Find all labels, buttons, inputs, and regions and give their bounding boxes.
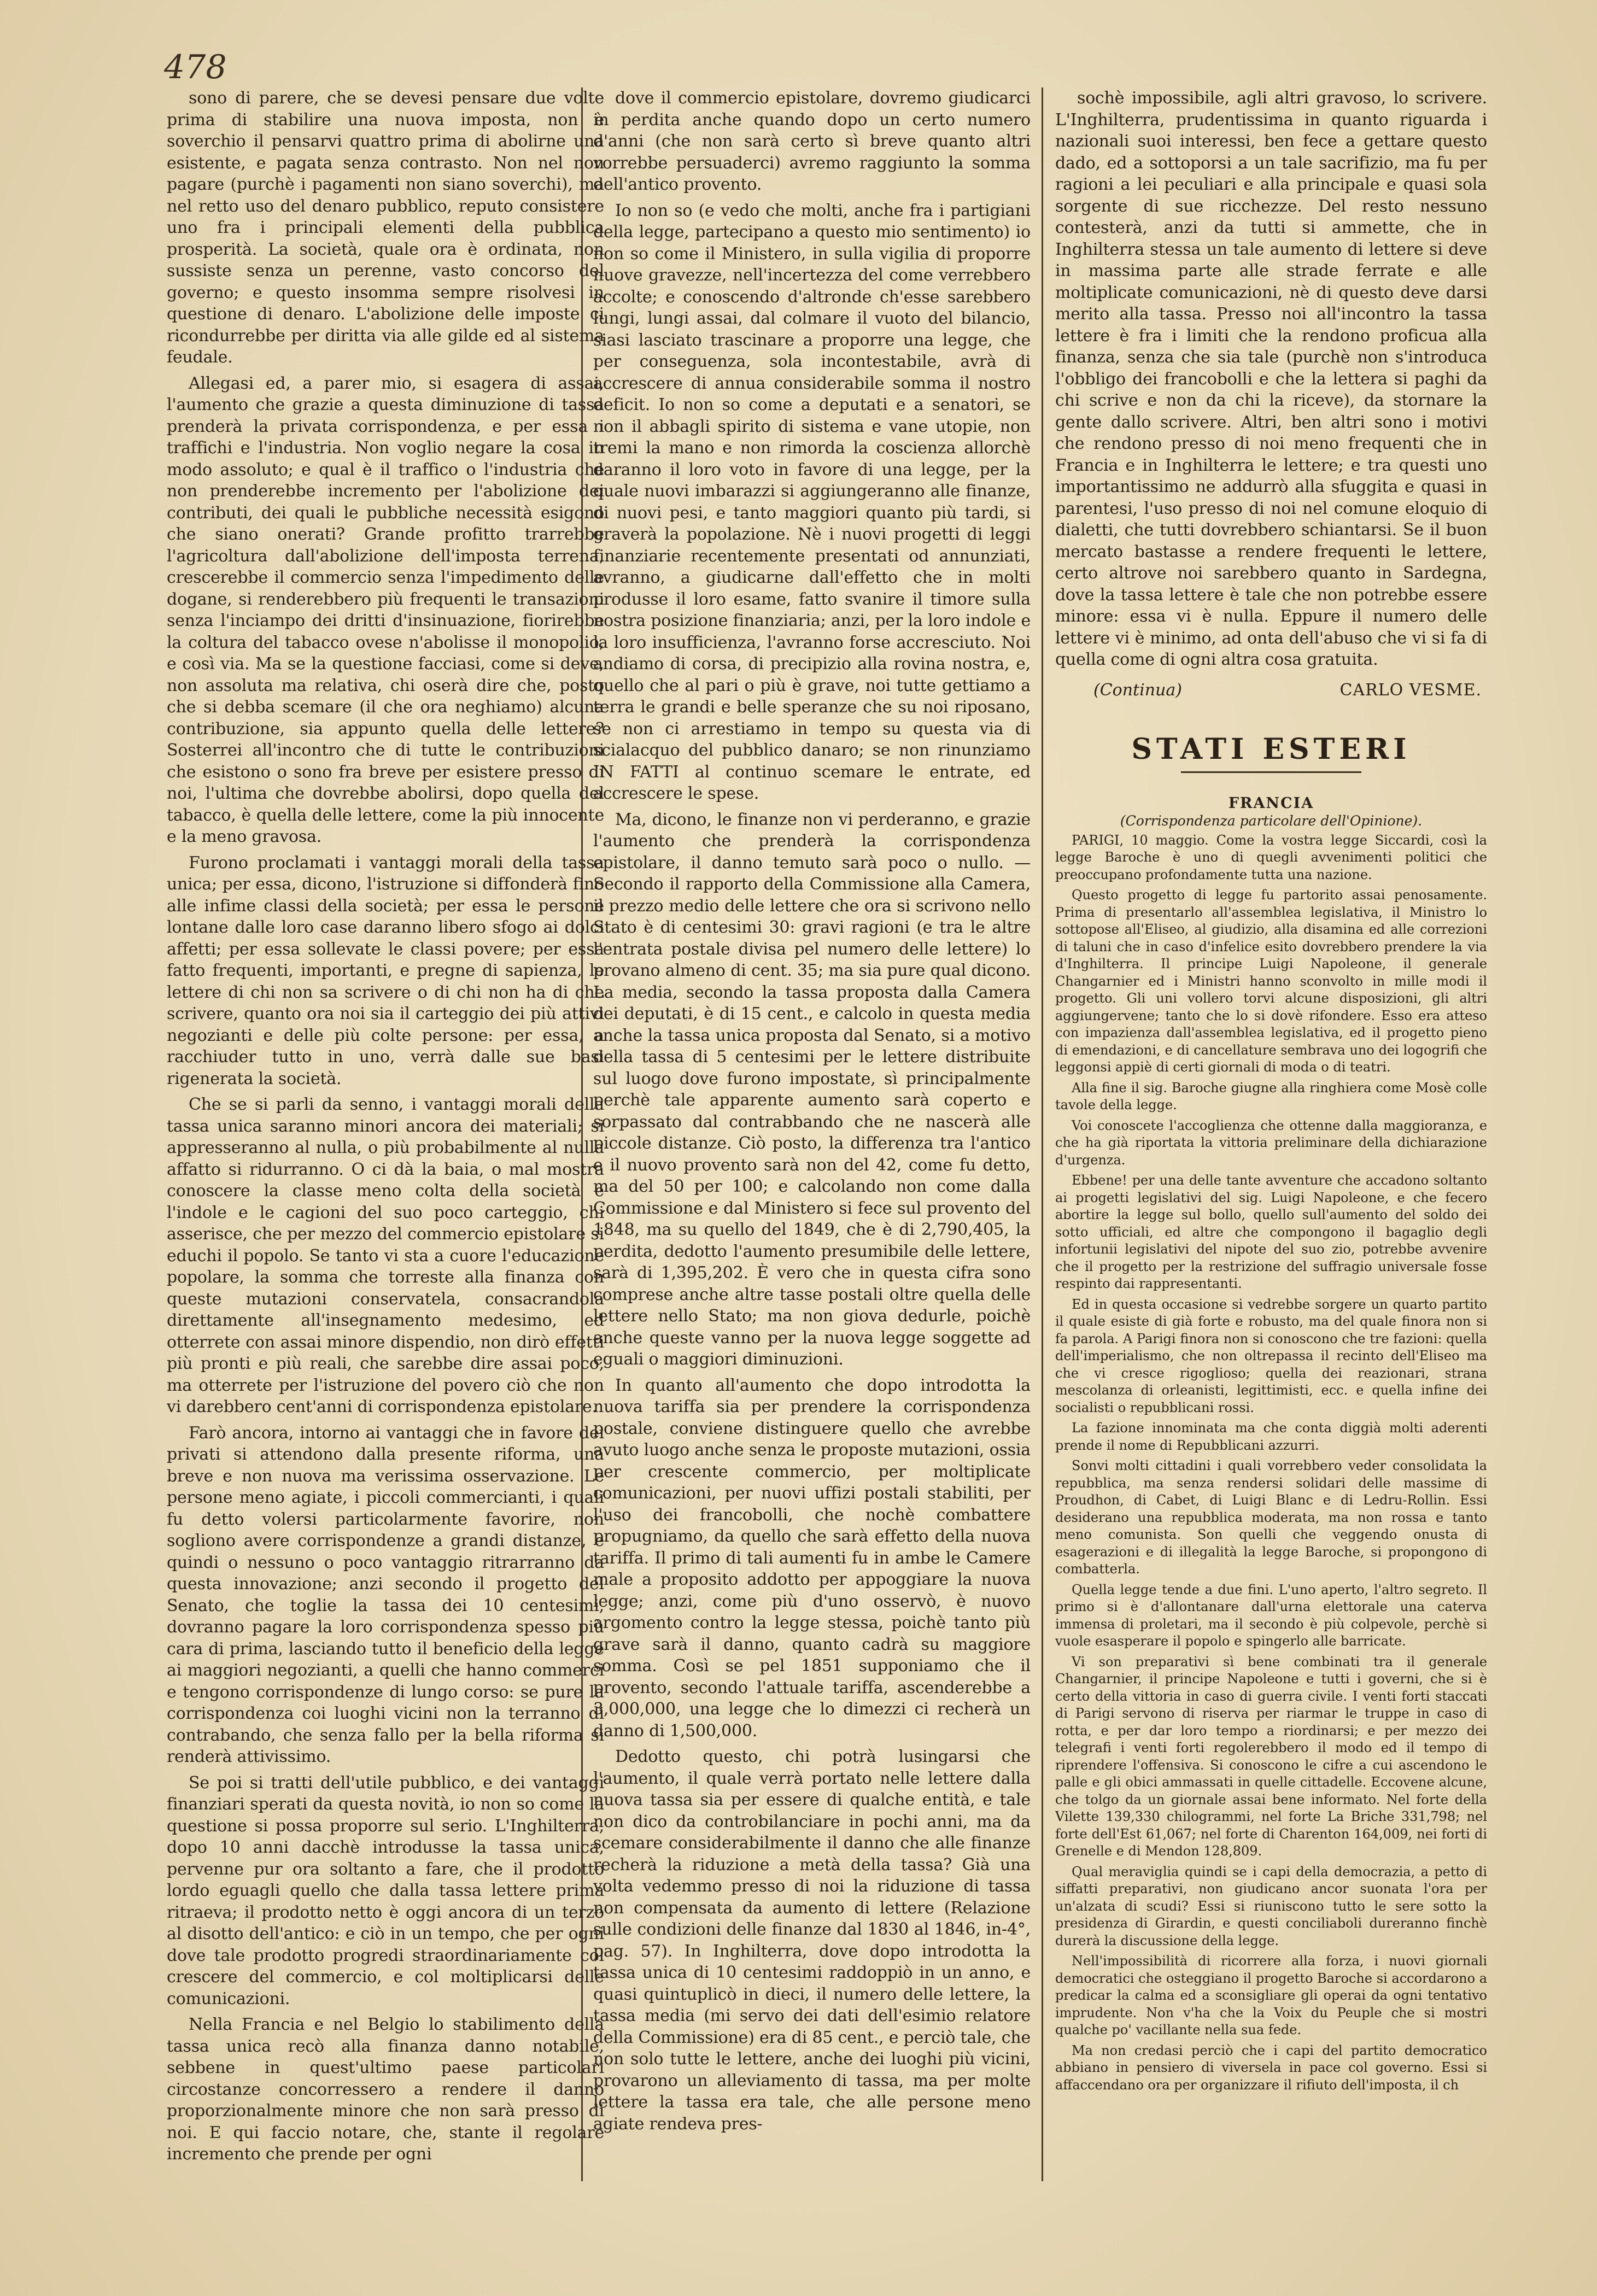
article-column-3	[1055, 87, 1487, 2203]
section-rule	[1181, 771, 1361, 773]
paragraph: Io non so (e vedo che molti, anche fra i partigiani della legge, partecipano a questo mio sentimento) io non so come il Ministero, in sulla vigilia di proporre nuove gravezze, nell'incertezza del come verrebbero accolte; e conoscendo d'altronde ch'esse sarebbero lungi, lungi assai, dal colmare il vuoto del bilancio, siasi lasciato trascinare a proporre una legge, che per conseguenza, sola incontestabile, avrà di accrescere di annua considerabile somma il nostro deficit. Io non so come a deputati e a senatori, se non il abbagli spirito di sistema e vane utopie, non tremi la mano e non rimorda la coscienza allorchè daranno il loro voto in favore di una legge, per la quale nuovi imbarazzi si aggiungeranno alle finanze, di nuovi pesi, e tanto maggiori quanto più tardi, si graverà la popolazione. Nè i nuovi progetti di leggi finanziarie recentemente presentati od annunziati, avranno, a giudicarne dall'effetto che in molti produsse il loro esame, fatto svanire il timore sulla nostra posizione finanziaria; anzi, per la loro indole e la loro insufficienza, l'avranno forse accresciuto. Noi andiamo di corsa, di precipizio alla rovina nostra, e, quello che al pari o più è grave, noi tutte gettiamo a terra le grandi e belle speranze che su noi riposano, se non ci arrestiamo in tempo su questa via di scialacquo del pubblico danaro; se non rinunziamo IN FATTI al continuo scemare le entrate, ed accrescere le spese.	[593, 201, 1031, 803]
news-paragraph: La fazione innominata ma che conta diggià molti aderenti prende il nome di Repubblicani azzurri.	[1055, 1420, 1487, 1453]
paragraph: Furono proclamati i vantaggi morali della tassa unica; per essa, dicono, l'istruzione si diffonderà fino alle infime classi della società; per essa le persone lontane dalle loro case daranno libero sfogo ai dolci affetti; per essa sollevate le classi povere; per essa fatto frequenti, importanti, e pregne di sapienza, le lettere di chi non sa scrivere o di chi non ha di che scrivere, quanto ora noi sia il carteggio dei più attivi negozianti e delle più colte persone: per essa, a racchiuder tutto in uno, verrà dalle sue basi rigenerata la società.	[167, 853, 604, 1088]
paragraph: Farò ancora, intorno ai vantaggi che in favore dei privati si attendono dalla presente riforma, una breve e non nuova ma verissima osservazione. Le persone meno agiate, i piccoli commercianti, i quali fu detto volersi particolarmente favorire, non sogliono avere corrispondenze a grandi distanze, e quindi o nessuno o poco vantaggio ritrarranno da questa innovazione; anzi secondo il progetto del Senato, che toglie la tassa dei 10 centesimi, dovranno pagare la loro corrispondenza spesso più cara di prima, lasciando tutto il beneficio della legge ai maggiori negozianti, a quelli che hanno commerci e tengono corrispondenze di lungo corso: se pure la corrispondenza coi luoghi vicini non la terranno di contrabando, che senza fallo per la bella riforma si renderà attivissimo.	[167, 1423, 604, 1766]
column-divider	[1042, 87, 1043, 2181]
news-paragraph: Vi son preparativi sì bene combinati tra il generale Changarnier, il principe Napoleone e tutti i governi, che si è certo della vittoria in caso di guerra civile. I venti forti staccati di Parigi servono di riserva per riarmar le truppe in caso di rotta, e per dar loro tempo a riordinarsi; e per mezzo dei telegrafi i venti forti regolerebbero il modo ed il tempo di riprendere l'offensiva. Si conoscono le cifre a cui ascendono le palle e gli obici ammassati in quelle cittadelle. Eccovene alcune, che tolgo da un giornale assai bene informato. Nel forte della Vilette 139,330 chilogrammi, nel forte La Briche 331,798; nel forte dell'Est 61,067; nel forte di Charenton 164,009, nei forti di Grenelle e di Mendon 128,809.	[1055, 1654, 1487, 1859]
paragraph: sochè impossibile, agli altri gravoso, lo scrivere. L'Inghilterra, prudentissima in quanto riguarda i nazionali suoi interessi, ben fece a gettare questo dado, ed a sottoporsi a un tale sacrifizio, ma fu per ragioni a lei peculiari e alla principale e quasi sola sorgente di sue ricchezze. Del resto nessuno contesterà, anzi da tutti si ammette, che in Inghilterra stessa un tale aumento di lettere si deve in massima parte alle strade ferrate e alle moltiplicate comunicazioni, nè di questo deve darsi merito alla tassa. Presso noi all'incontro la tassa lettere è fra i limiti che la rendono proficua alla finanza, senza che sia tale (purchè non s'introduca l'obbligo dei francobolli e che la lettera si paghi da chi scrive e non da chi la riceve), da stornare la gente dallo scrivere. Altri, ben altri sono i motivi che rendono presso di noi meno frequenti che in Francia e in Inghilterra le lettere; e tra questi uno importantissimo ne addurrò alla sfuggita e quasi in parentesi, l'uso presso di noi nel comune eloquio di dialetti, che tutti dovrebbero schiantarsi. Se il buon mercato bastasse a rendere frequenti le lettere, certo altrove noi sarebbero quanto in Sardegna, dove la tassa lettere è tale che non potrebbe essere minore: essa vi è nulla. Eppure il numero delle lettere vi è minimo, ad onta dell'abuso che vi si fa di quella come di ogni altra cosa gratuita.	[1055, 89, 1487, 669]
paragraph: Che se si parli da senno, i vantaggi morali della tassa unica saranno minori ancora dei materiali; si appresseranno al nulla, o più probabilmente al nulla affatto si ridurranno. O ci dà la baia, o mal mostra conoscere la classe meno colta della società e l'indole e le cagioni del suo poco carteggio, chi asserisce, che per mezzo del commercio epistolare si educhi il popolo. Se tanto vi sta a cuore l'educazione popolare, la somma che torreste alla finanza con queste mutazioni conservatela, consacrandola direttamente all'insegnamento medesimo, ed otterrete con assai minore dispendio, non dirò effetti più pronti e più reali, che sarebbe dire assai poco, ma otterrete per l'istruzione del povero ciò che non vi darebbero cent'anni di corrispondenza epistolare.	[167, 1095, 604, 1416]
paragraph: Allegasi ed, a parer mio, si esagera di assai, l'aumento che grazie a questa diminuzione di tassa prenderà la privata corrispondenza, e per essa i traffichi e l'industria. Non voglio negare la cosa in modo assoluto; e qual è il traffico o l'industria che non prenderebbe incremento per l'abolizione dei contributi, dei quali le pubbliche necessità esigono che siano onerati? Grande profitto trarrebbe l'agricoltura dall'abolizione dell'imposta terrena, crescerebbe il commercio senza l'impedimento delle dogane, si renderebbero più frequenti le transazioni senza l'inciampo dei dritti d'insinuazione, fiorirebbe la coltura del tabacco ovese n'abolisse il monopolio, e così via. Ma se la questione facciasi, come si deve, non assoluta ma relativa, chi oserà dire che, posto che si debba scemare (il che ora neghiamo) alcuna contribuzione, sia appunto quella delle lettere? Sosterrei all'incontro che di tutte le contribuzioni che esistono o sono fra breve per esistere presso di noi, l'ultima che dovrebbe abolirsi, dopo quella del tabacco, è quella delle lettere, come la più innocente e la meno gravosa.	[167, 373, 604, 846]
news-paragraph: Alla fine il sig. Baroche giugne alla ringhiera come Mosè colle tavole della legge.	[1055, 1080, 1487, 1112]
news-paragraph: Ebbene! per una delle tante avventure che accadono soltanto ai progetti legislativi del sig. Luigi Napoleone, e che fecero abortire la legge sul bollo, quello sull'aumento del soldo dei sotto ufficiali, ed altre che compongono il bagaglio degli infortunii legislativi del nipote del suo zio, potrebbe avvenire che il progetto per la restrizione del suffragio universale fosse respinto dai rappresentanti.	[1055, 1173, 1487, 1291]
news-paragraph: Voi conoscete l'accoglienza che ottenne dalla maggioranza, e che ha già riportata la vittoria preliminare della dichiarazione d'urgenza.	[1055, 1117, 1487, 1168]
news-paragraph: Qual meraviglia quindi se i capi della democrazia, a petto di siffatti preparativi, non giudicano ancor suonata l'ora per un'alzata di scudi? Essi si riuniscono tutto le sere sotto la presidenza di Girardin, e questi conciliaboli dureranno finchè durerà la discussione della legge.	[1055, 1864, 1487, 1948]
continua-note: (Continua)	[1093, 680, 1182, 700]
paragraph: dove il commercio epistolare, dovremo giudicarci in perdita anche quando dopo un certo numero d'anni (che non sarà certo sì breve quanto altri vorrebbe persuaderci) avremo raggiunto la somma dell'antico provento.	[593, 89, 1031, 194]
paragraph: In quanto all'aumento che dopo introdotta la nuova tariffa sia per prendere la corrispondenza postale, conviene distinguere quello che avrebbe avuto luogo anche senza le proposte mutazioni, ossia per crescente commercio, per moltiplicate comunicazioni, per nuovi uffizi postali stabiliti, per l'uso dei francobolli, che nochè combattere propugniamo, da quello che sarà effetto della nuova tariffa. Il primo di tali aumenti fu in ambe le Camere male a proposito addotto per appoggiare la nuova legge; anzi, come più d'uno osservò, è nuovo argomento contro la legge stessa, poichè tanto più grave sarà il danno, quanto cadrà su maggiore somma. Così se pel 1851 supponiamo che il provento, secondo l'attuale tariffa, ascenderebbe a 3,000,000, una legge che lo dimezzi ci recherà un danno di 1,500,000.	[593, 1375, 1031, 1741]
news-paragraph: Ed in questa occasione si vedrebbe sorgere un quarto partito il quale esiste di già forte e robusto, ma del quale finora non si fa parola. A Parigi finora non si conoscono che tre fazioni: quella dell'imperialismo, che non oltrepassa il recinto dell'Eliseo ma che vi cresce rigoglioso; quella dei reazionari, strana mescolanza di orleanisti, legittimisti, ecc. e quella infine dei socialisti o repubblicani rossi.	[1055, 1296, 1487, 1415]
foreign-news	[1055, 832, 1487, 2094]
news-paragraph: Quella legge tende a due fini. L'uno aperto, l'altro segreto. Il primo si è d'allontanare dall'urna elettorale una caterva immensa di proletari, ma il secondo è più colpevole, perchè si vuole esasperare il popolo e spingerlo alle barricate.	[1055, 1582, 1487, 1649]
article-signature	[1055, 681, 1487, 700]
section-title: STATI ESTERI	[1131, 732, 1411, 766]
news-paragraph: Questo progetto di legge fu partorito assai penosamente. Prima di presentarlo all'assemblea legislativa, il Ministro lo sottopose all'Eliseo, al giudizio, alla disamina ed alle correzioni di taluni che in caso d'infelice esito dovrebbero prendere la via d'Inghilterra. Il principe Luigi Napoleone, il generale Changarnier ed i Ministri hanno sconvolto in mille modi il progetto. Gli uni vollero torvi alcune disposizioni, gli altri aggiungervene; tanto che lo si dovè rifondere. Esso era atteso con impazienza dall'assemblea legislativa, ed il progetto pieno di emendazioni, e di cancellature sembrava uno dei logogrifi che leggonsi appiè di certi giornali di moda o di teatri.	[1055, 887, 1487, 1075]
article-column-1	[167, 87, 604, 2203]
article-column-2	[593, 87, 1031, 2203]
news-paragraph: Nell'impossibilità di ricorrere alla forza, i nuovi giornali democratici che osteggiano il progetto Baroche si accordarono a predicar la calma ed a sconsigliare gli operai da ogni tentativo imprudente. Non v'ha che la Voix du Peuple che si mostri qualche po' vacillante nella sua fede.	[1055, 1953, 1487, 2037]
paragraph: Se poi si tratti dell'utile pubblico, e dei vantaggi finanziari sperati da questa novità, io non so come la questione si possa proporre sul serio. L'Inghilterra, dopo 10 anni dacchè introdusse la tassa unica, pervenne pur ora soltanto a fare, che il prodotto lordo eguagli quello che dalla tassa lettere prima ritraeva; il prodotto netto è oggi ancora di un terzo al disotto dell'antico: e ciò in un tempo, che per ogni dove tale prodotto progredi straordinariamente col crescere del commercio, e col moltiplicarsi delle comunicazioni.	[167, 1773, 604, 2008]
paragraph: Ma, dicono, le finanze non vi perderanno, e grazie l'aumento che prenderà la corrispondenza epistolare, il danno temuto sarà poco o nullo. — Secondo il rapporto della Commissione alla Camera, il prezzo medio delle lettere che ora si scrivono nello Stato è di centesimi 30: gravi ragioni (e tra le altre l'entrata postale divisa pel numero delle lettere) lo provano almeno di cent. 35; ma sia pure qual dicono. La media, secondo la tassa proposta dalla Camera dei deputati, è di 15 cent., e calcolo in questa media anche la tassa unica proposta dal Senato, si a motivo della tassa di 5 centesimi per le lettere distribuite sul luogo dove furono impostate, sì principalmente perchè tale apparente aumento sarà coperto e sorpassato dal contrabbando che ne nascerà alle piccole distanze. Ciò posto, la differenza tra l'antico e il nuovo provento sarà non del 42, come fu detto, ma del 50 per 100; e calcolando non come dalla Commissione e dal Ministero si fece sul provento del 1848, ma su quello del 1849, che è di 2,790,405, la perdita, dedotto l'aumento presumibile delle lettere, sarà di 1,395,202. È vero che in questa cifra sono comprese anche altre tasse postali oltre quella delle lettere nello Stato; ma non giova dedurle, poichè anche queste vanno per la nuova legge soggette ad eguali o maggiori diminuzioni.	[593, 810, 1031, 1369]
news-paragraph: PARIGI, 10 maggio. Come la vostra legge Siccardi, così la legge Baroche è uno di quegli avvenimenti politici che preoccupano profondamente tutta una nazione.	[1055, 832, 1487, 882]
paragraph: Dedotto questo, chi potrà lusingarsi che l'aumento, il quale verrà portato nelle lettere dalla nuova tassa sia per essere di qualche entità, e tale non dico da controbilanciare in pochi anni, ma da scemare considerabilmente il danno che alle finanze recherà la riduzione a metà della tassa? Già una volta vedemmo presso di noi la riduzione di tassa non compensata da aumento di lettere (Relazione sulle condizioni delle finanze dal 1830 al 1846, in-4°, pag. 57). In Inghilterra, dove dopo introdotta la tassa unica di 10 centesimi raddoppiò in un anno, e quasi quintuplicò in dieci, il numero delle lettere, la tassa media (mi servo dei dati dell'esimio relatore della Commissione) era di 85 cent., e perciò tale, che non solo tutte le lettere, anche dei luoghi più vicini, provarono un alleviamento di tassa, ma per molte lettere la tassa era tale, che alle persone meno agiate rendeva pres-	[593, 1747, 1031, 2134]
paragraph: sono di parere, che se devesi pensare due volte prima di stabilire una nuova imposta, non è soverchio il pensarvi quattro prima di abolirne una esistente, e pagata senza contrasto. Non nel non pagare (purchè i pagamenti non siano soverchi), ma nel retto uso del denaro pubblico, reputo consistere uno fra i principali elementi della pubblica prosperità. La società, quale ora è ordinata, non sussiste senza un perenne, vasto concorso del governo; e questo insomma sempre risolvesi in questione di denaro. L'abolizione delle imposte ci ricondurrebbe per diritta via alle gilde ed al sistema feudale.	[167, 89, 604, 367]
paragraph: Nella Francia e nel Belgio lo stabilimento della tassa unica recò alla finanza danno notabile, sebbene in quest'ultimo paese particolari circostanze concorressero a rendere il danno proporzionalmente minore che non sarà presso di noi. E qui faccio notare, che, stante il regolare incremento che prende per ogni	[167, 2015, 604, 2164]
news-paragraph: Ma non credasi perciò che i capi del partito democratico abbiano in pensiero di viversela in pace col governo. Essi si affaccendano ora per organizzare il rifiuto dell'imposta, il ch	[1055, 2042, 1487, 2093]
correspondence-subhead: (Corrispondenza particolare dell'Opinione).	[1120, 812, 1423, 829]
author-name: CARLO VESME.	[1339, 680, 1482, 700]
page-number: 478	[164, 48, 227, 86]
country-heading: FRANCIA	[1228, 794, 1314, 812]
news-paragraph: Sonvi molti cittadini i quali vorrebbero veder consolidata la repubblica, ma senza rendersi solidari delle massime di Proudhon, di Cabet, di Luigi Blanc e di Ledru-Rollin. Essi desiderano una repubblica moderata, ma non rossa e tanto meno comunista. Son quelli che veggendo onusta di esagerazioni e di illegalità la legge Baroche, si propongono di combatterla.	[1055, 1458, 1487, 1577]
